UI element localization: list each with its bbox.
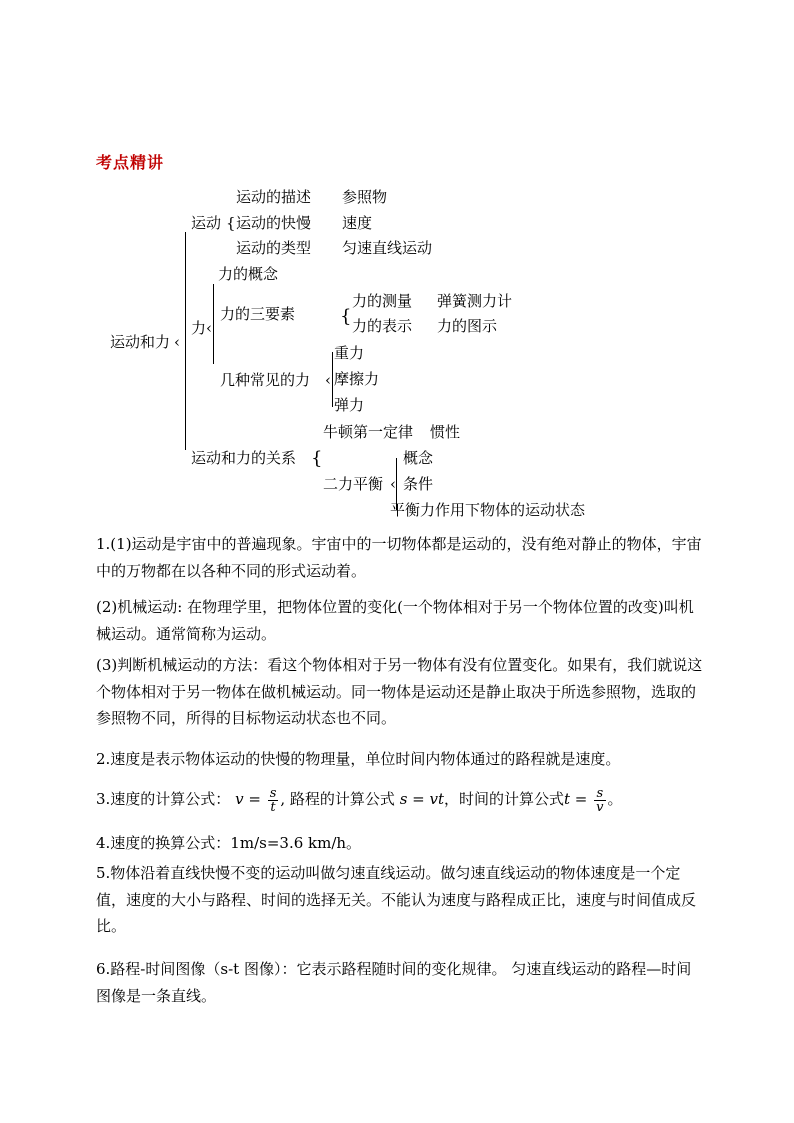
- force-brace: ‹: [206, 319, 212, 337]
- motion-label: 运动: [191, 214, 222, 232]
- balance-brace: ‹: [390, 475, 396, 493]
- common-force-item: 摩擦力: [334, 370, 380, 388]
- motion-item-value: 参照物: [342, 188, 388, 206]
- common-forces-brace: ‹: [325, 371, 331, 389]
- paragraph-6: 4.速度的换算公式：1m/s=3.6 km/h。: [96, 834, 362, 852]
- common-force-item: 重力: [334, 344, 365, 362]
- motion-brace: {: [226, 214, 236, 232]
- measure-value: 弹簧测力计: [437, 292, 513, 310]
- paragraph-3: (3)判断机械运动的方法：看这个物体相对于另一物体有没有位置变化。如果有，我们就说这个物体相对于另一物体在做机械运动。同一物体是运动还是静止取决于所选参照物，选取的参照物不同，所得的目标物运动状态也不同。: [96, 656, 703, 727]
- motion-item-label: 运动的快慢: [236, 214, 312, 232]
- balance-label: 二力平衡: [323, 475, 384, 493]
- paragraph-1: 1.(1)运动是宇宙中的普遍现象。宇宙中的一切物体都是运动的，没有绝对静止的物体，宇宙中的万物都在以各种不同的形式运动着。: [96, 535, 702, 580]
- formula-end: 。: [607, 790, 623, 808]
- speed-fraction: $\frac{s}{t}$: [269, 785, 277, 815]
- relation-label: 运动和力的关系: [191, 449, 297, 467]
- speed-formula-lhs: v =: [235, 790, 261, 808]
- balance-item: 概念: [403, 449, 434, 467]
- force-three-elements: 力的三要素: [220, 305, 296, 323]
- paragraph-4: 2.速度是表示物体运动的快慢的物理量，单位时间内物体通过的路程就是速度。: [96, 750, 621, 768]
- represent-value: 力的图示: [437, 317, 498, 335]
- paragraph-7: 5.物体沿着直线快慢不变的运动叫做匀速直线运动。做匀速直线运动的物体速度是一个定值，速度的大小与路程、时间的选择无关。不能认为速度与路程成正比，速度与时间值成反比。: [96, 864, 697, 935]
- relation-brace: {: [311, 448, 323, 469]
- motion-item-value: 速度: [342, 214, 373, 232]
- section-heading: 考点精讲: [96, 153, 165, 172]
- formula-mid-2: ，时间的计算公式: [444, 790, 565, 808]
- force-label: 力: [191, 319, 207, 337]
- root-bracket-line: [185, 232, 186, 450]
- root-brace: ‹: [174, 333, 180, 351]
- common-force-item: 弹力: [334, 396, 365, 414]
- common-forces-label: 几种常见的力: [220, 371, 311, 389]
- three-elements-brace: {: [340, 306, 352, 327]
- paragraph-8: 6.路程-时间图像（s-t 图像）：它表示路程随时间的变化规律。 匀速直线运动的路程—时间图像是一条直线。: [96, 960, 692, 1005]
- force-concept: 力的概念: [218, 265, 279, 283]
- balance-item: 条件: [403, 475, 434, 493]
- motion-item-value: 匀速直线运动: [342, 239, 433, 257]
- formula-mid: , 路程的计算公式: [280, 790, 395, 808]
- paragraph-2: (2)机械运动: 在物理学里，把物体位置的变化(一个物体相对于另一个物体位置的改变)叫机械运动。通常简称为运动。: [96, 598, 694, 643]
- distance-formula: s = vt: [399, 790, 444, 808]
- common-forces-bracket-line: [332, 352, 333, 407]
- newton-label: 牛顿第一定律: [323, 423, 414, 441]
- time-formula-lhs: t =: [564, 790, 588, 808]
- formula-prefix: 3.速度的计算公式：: [96, 790, 231, 808]
- represent-label: 力的表示: [352, 317, 413, 335]
- motion-item-label: 运动的描述: [236, 188, 312, 206]
- newton-value: 惯性: [430, 423, 461, 441]
- balance-item: 平衡力作用下物体的运动状态: [390, 501, 586, 519]
- force-bracket-line: [213, 284, 214, 364]
- time-fraction: $\frac{s}{v}$: [596, 785, 604, 815]
- tree-root: 运动和力: [110, 333, 171, 351]
- measure-label: 力的测量: [352, 292, 413, 310]
- paragraph-5-formulas: [96, 784, 706, 814]
- motion-item-label: 运动的类型: [236, 239, 312, 257]
